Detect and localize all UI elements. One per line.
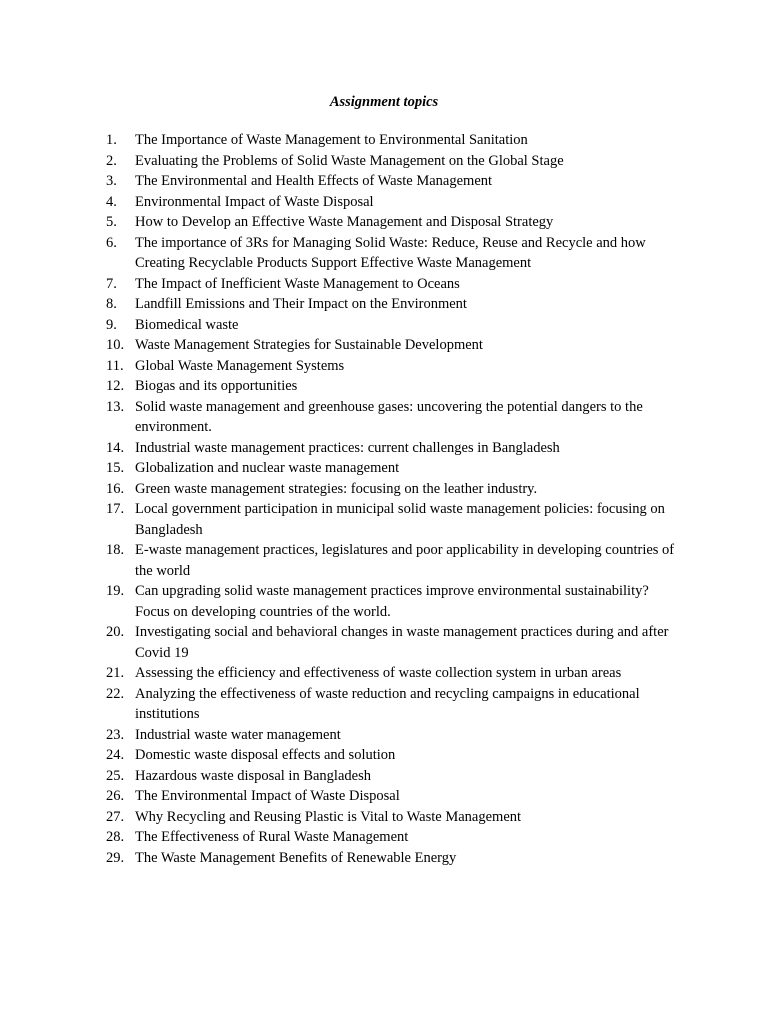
topic-text: The Effectiveness of Rural Waste Management <box>135 829 409 845</box>
topic-number: 27. <box>106 808 125 825</box>
topic-text: How to Develop an Effective Waste Management and Disposal Strategy <box>135 214 554 230</box>
topic-number: 6. <box>106 234 117 251</box>
topic-text: Industrial waste management practices: current challenges in Bangladesh <box>135 439 560 456</box>
topic-item <box>106 807 676 828</box>
topic-item <box>106 315 676 336</box>
topic-item <box>106 376 676 397</box>
topic-number: 10. <box>106 337 125 353</box>
topic-text: Local government participation in municipal solid waste management policies: focusing on Bangladesh <box>135 501 665 538</box>
topic-text: The Waste Management Benefits of Renewable Energy <box>135 849 457 866</box>
topic-text: Environmental Impact of Waste Disposal <box>135 193 374 210</box>
topic-text: Domestic waste disposal effects and solution <box>135 747 396 763</box>
topic-text: Can upgrading solid waste management practices improve environmental sustainability? Focus on developing countries of the world. <box>135 583 649 620</box>
topic-number: 16. <box>106 480 125 497</box>
topic-text: Industrial waste water management <box>135 726 341 743</box>
topic-text: Global Waste Management Systems <box>135 357 345 374</box>
topic-text: Evaluating the Problems of Solid Waste Management on the Global Stage <box>135 152 564 169</box>
topic-number: 19. <box>106 583 125 599</box>
topic-text: The importance of 3Rs for Managing Solid Waste: Reduce, Reuse and Recycle and how Creating Recyclable Products Support Effective Waste Management <box>135 234 646 271</box>
topic-item <box>106 171 676 192</box>
topic-item <box>106 274 676 295</box>
topic-text: Assessing the efficiency and effectiveness of waste collection system in urban areas <box>135 665 622 681</box>
topic-text: Hazardous waste disposal in Bangladesh <box>135 767 371 784</box>
topic-item <box>106 397 676 438</box>
topic-number: 11. <box>106 357 124 374</box>
topic-item <box>106 827 676 848</box>
topic-number: 1. <box>106 132 117 148</box>
topic-text: Green waste management strategies: focusing on the leather industry. <box>135 480 538 497</box>
topic-text: Landfill Emissions and Their Impact on the Environment <box>135 296 467 312</box>
topic-item <box>106 438 676 459</box>
topic-number: 3. <box>106 173 117 189</box>
topic-number: 8. <box>106 296 117 312</box>
topic-text: Investigating social and behavioral changes in waste management practices during and after Covid 19 <box>135 624 669 661</box>
topic-text: Solid waste management and greenhouse gases: uncovering the potential dangers to the environment. <box>135 398 643 435</box>
topic-number: 5. <box>106 214 117 230</box>
topic-item <box>106 581 676 622</box>
topic-item <box>106 130 676 151</box>
topic-number: 25. <box>106 767 125 784</box>
topic-item <box>106 151 676 172</box>
topic-item <box>106 745 676 766</box>
topic-item <box>106 458 676 479</box>
topic-number: 20. <box>106 624 125 640</box>
topic-text: Biomedical waste <box>135 316 239 333</box>
topic-item <box>106 294 676 315</box>
topic-number: 26. <box>106 788 125 804</box>
topic-text: Globalization and nuclear waste management <box>135 460 400 476</box>
document-title: Assignment topics <box>329 94 439 110</box>
topic-text: Why Recycling and Reusing Plastic is Vital to Waste Management <box>135 808 522 825</box>
topic-item <box>106 192 676 213</box>
topic-item <box>106 335 676 356</box>
topic-item <box>106 356 676 377</box>
topic-number: 22. <box>106 685 125 702</box>
topic-text: The Environmental Impact of Waste Disposal <box>135 788 400 804</box>
topic-item <box>106 725 676 746</box>
topic-text: The Importance of Waste Management to Environmental Sanitation <box>135 132 528 148</box>
topic-item <box>106 663 676 684</box>
topic-item <box>106 479 676 500</box>
topic-number: 24. <box>106 747 125 763</box>
topic-number: 7. <box>106 275 117 292</box>
topic-number: 17. <box>106 501 125 517</box>
topic-text: Waste Management Strategies for Sustainable Development <box>135 337 483 353</box>
topic-text: The Impact of Inefficient Waste Management to Oceans <box>135 275 460 292</box>
topic-item <box>106 684 676 725</box>
topic-number: 9. <box>106 316 117 333</box>
topic-text: The Environmental and Health Effects of Waste Management <box>135 173 493 189</box>
topic-number: 13. <box>106 398 125 415</box>
topic-item <box>106 786 676 807</box>
topic-item <box>106 212 676 233</box>
topic-number: 21. <box>106 665 125 681</box>
topic-number: 15. <box>106 460 125 476</box>
topic-text: Analyzing the effectiveness of waste reduction and recycling campaigns in educational institutions <box>135 685 640 722</box>
topic-text: E-waste management practices, legislatures and poor applicability in developing countries of the world <box>135 542 675 579</box>
topic-item <box>106 540 676 581</box>
topic-item <box>106 499 676 540</box>
topic-number: 23. <box>106 726 125 743</box>
topic-number: 14. <box>106 439 125 456</box>
topic-item <box>106 766 676 787</box>
topic-number: 28. <box>106 829 125 845</box>
topic-number: 29. <box>106 849 125 866</box>
topic-item <box>106 622 676 663</box>
topic-number: 18. <box>106 542 125 558</box>
topic-item <box>106 848 676 869</box>
topic-number: 4. <box>106 193 117 210</box>
topic-text: Biogas and its opportunities <box>135 378 298 394</box>
topic-number: 12. <box>106 378 125 394</box>
topic-item <box>106 233 676 274</box>
topic-list <box>106 130 676 868</box>
topic-number: 2. <box>106 152 117 169</box>
